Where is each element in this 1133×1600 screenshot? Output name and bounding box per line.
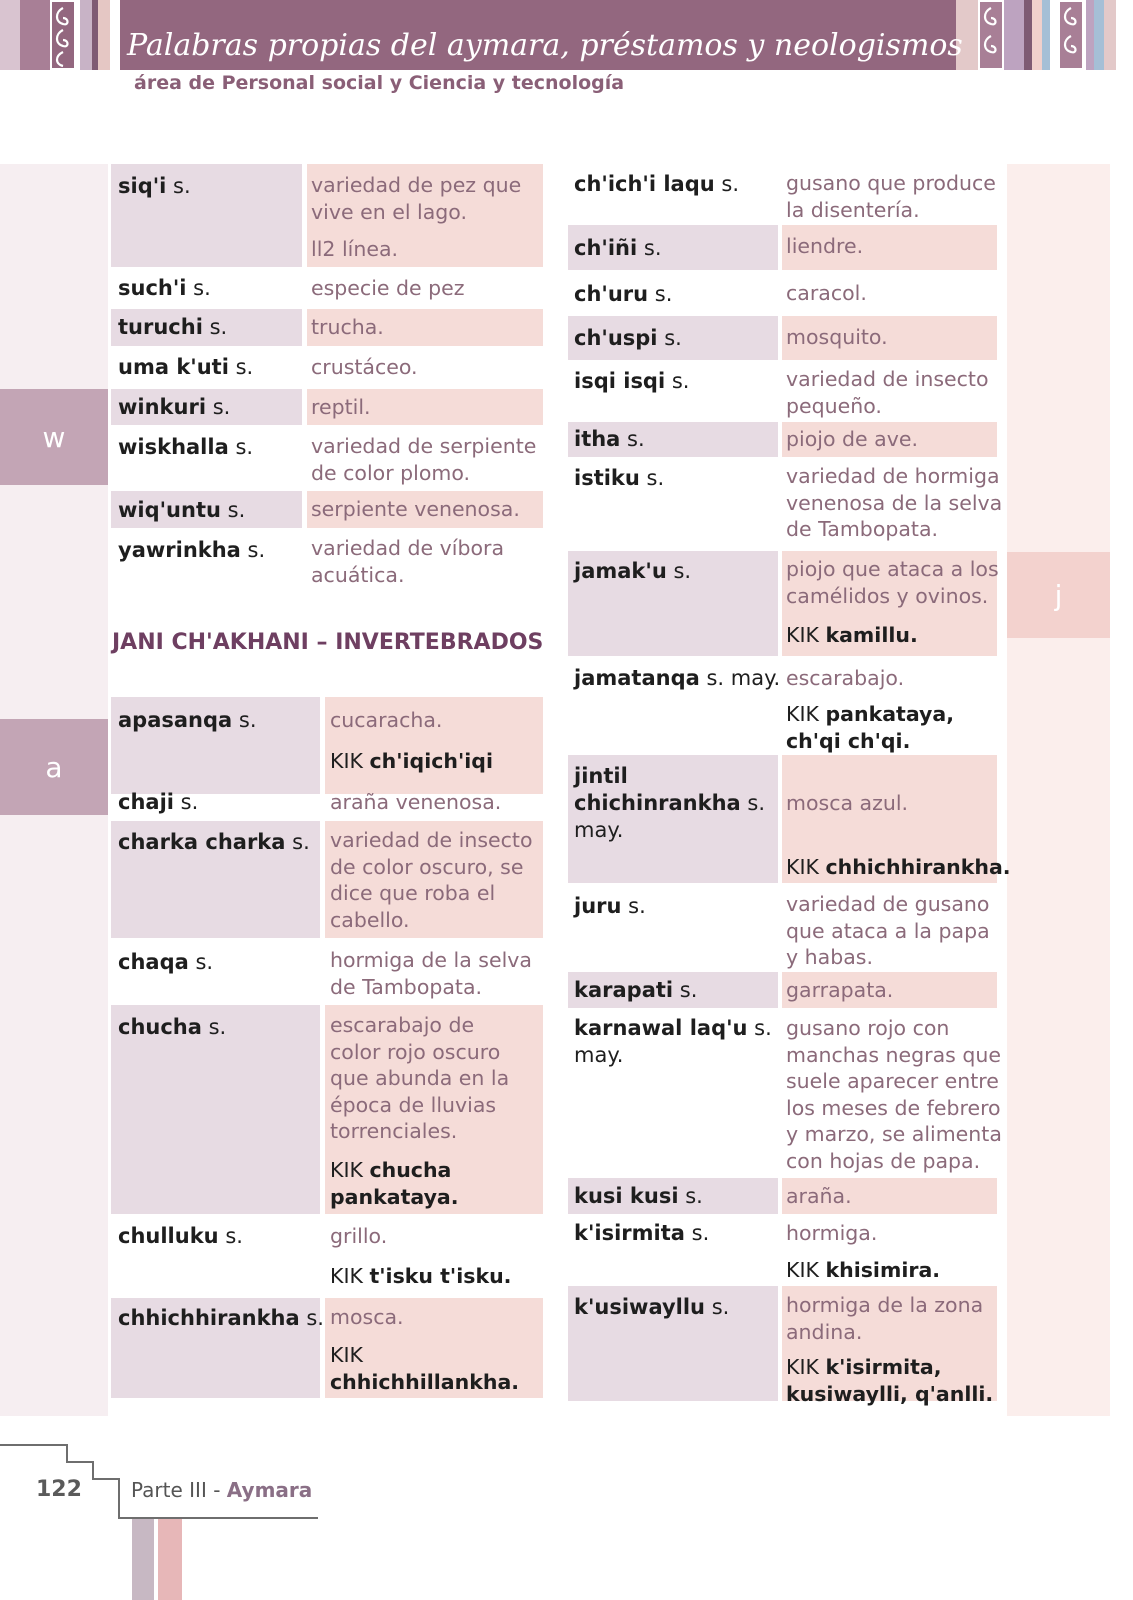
definition-line: escarabajo de: [330, 1013, 475, 1037]
part-of-speech: s.: [180, 790, 199, 814]
definition-line: reptil.: [311, 395, 371, 419]
term: chhichhirankha: [118, 1306, 300, 1330]
kik-label: KIK: [786, 1258, 819, 1282]
part-of-speech: s.: [193, 276, 211, 300]
definition-line: de Tambopata.: [330, 974, 483, 999]
table-row: [111, 821, 543, 938]
footer-rule: [0, 1444, 68, 1446]
footer-rule: [118, 1478, 120, 1518]
kik-variant: kusiwaylli, q'anlli.: [786, 1381, 994, 1406]
term: turuchi: [118, 315, 203, 339]
definition-line: hormiga de la zona: [786, 1293, 984, 1317]
term: itha: [574, 427, 621, 451]
definition-line: pequeño.: [786, 393, 882, 418]
definition-line: venenosa de la selva: [786, 490, 1003, 515]
definition-line: cabello.: [330, 907, 410, 932]
kik-variant: k'isirmita,: [825, 1355, 942, 1379]
term: uma k'uti: [118, 355, 229, 379]
table-row: [568, 551, 997, 656]
decor-stripe: [80, 0, 92, 70]
term: apasanqa: [118, 708, 233, 732]
definition-line: gusano rojo con: [786, 1016, 950, 1040]
definition-line: época de lluvias: [330, 1092, 497, 1117]
term: istiku: [574, 466, 640, 490]
definition-line: manchas negras que: [786, 1042, 1001, 1067]
definition-line: araña venenosa.: [330, 790, 502, 814]
letter-tab-a: a: [0, 719, 108, 815]
part-of-speech: s.: [721, 172, 740, 196]
definition-line: crustáceo.: [311, 355, 418, 379]
term: wiskhalla: [118, 435, 229, 459]
definition-line: grillo.: [330, 1224, 388, 1248]
table-row: [111, 429, 543, 489]
page-title: Palabras propias del aymara, préstamos y neologismos: [127, 28, 963, 63]
definition-line: mosquito.: [786, 325, 888, 349]
definition-line: caracol.: [786, 281, 867, 305]
decor-stripe: [98, 0, 110, 70]
kik-label: KIK: [786, 623, 819, 647]
table-row: [568, 886, 997, 969]
footer-language: Aymara: [226, 1478, 313, 1502]
section-heading: JANI CH'AKHANI – INVERTEBRADOS: [112, 630, 544, 655]
term: k'isirmita: [574, 1221, 685, 1245]
footer-bar: [158, 1519, 182, 1600]
page-subtitle: área de Personal social y Ciencia y tecnología: [134, 72, 625, 94]
part-of-speech: s.: [227, 498, 246, 522]
table-row: [111, 1298, 543, 1398]
definition-line: mosca azul.: [786, 791, 909, 815]
table-row: [568, 225, 997, 270]
kik-label: KIK: [786, 855, 819, 879]
definition-line: acuática.: [311, 562, 405, 587]
decor-stripe: [1024, 0, 1032, 70]
table-row: [568, 1217, 997, 1283]
table-row: [568, 1286, 997, 1406]
part-of-speech: s.: [628, 894, 646, 918]
table-row: [111, 941, 543, 1001]
part-of-speech: s.: [627, 427, 645, 451]
term: ch'uru: [574, 282, 649, 306]
part-of-speech: s.: [209, 315, 228, 339]
table-row: [568, 972, 997, 1008]
table-row: [568, 755, 1011, 883]
part-of-speech: may.: [574, 818, 624, 842]
table-row: [568, 363, 997, 419]
table-row: [111, 1217, 543, 1295]
term: ch'iñi: [574, 236, 638, 260]
table-row: [111, 532, 543, 592]
kik-variant: chucha: [369, 1158, 452, 1182]
part-of-speech: s.: [235, 435, 254, 459]
kik-label: KIK: [786, 1355, 819, 1379]
definition-line: serpiente venenosa.: [311, 497, 520, 521]
term: kusi kusi: [574, 1184, 679, 1208]
definition-line: que abunda en la: [330, 1066, 510, 1090]
kik-label: KIK: [330, 1343, 363, 1367]
decor-stripe: [1094, 0, 1104, 70]
definition-line: andina.: [786, 1319, 863, 1344]
part-of-speech: s.: [247, 538, 266, 562]
part-of-speech: s.: [646, 466, 665, 490]
definition-line: la disentería.: [786, 197, 920, 222]
term: such'i: [118, 276, 187, 300]
kik-variant: pankataya.: [330, 1184, 459, 1209]
kik-variant: pankataya,: [825, 702, 955, 726]
decor-stripe: [1104, 0, 1116, 70]
part-of-speech: s.: [643, 236, 662, 260]
definition-line: variedad de gusano: [786, 892, 990, 916]
table-row: [568, 1178, 997, 1214]
table-row: [568, 273, 997, 313]
kik-variant: khisimira.: [825, 1258, 941, 1282]
definition-line: variedad de insecto: [786, 367, 989, 391]
term: winkuri: [118, 395, 207, 419]
definition-line: dice que roba el: [330, 881, 496, 905]
term: charka charka: [118, 830, 286, 854]
term: chichinrankha: [574, 791, 741, 815]
footer-part-text: Parte III -: [131, 1478, 227, 1502]
term: chaqa: [118, 950, 189, 974]
definition-line: liendre.: [786, 234, 864, 258]
table-row: [568, 422, 997, 457]
footer-rule: [66, 1444, 68, 1462]
term: jamak'u: [574, 559, 667, 583]
decor-stripe: [1042, 0, 1050, 70]
table-row: [568, 316, 997, 360]
right-margin-band: [1007, 164, 1110, 1416]
definition-line: mosca.: [330, 1305, 404, 1329]
part-of-speech: s.: [306, 1306, 324, 1330]
part-of-speech: s.: [225, 1224, 243, 1248]
spiral-ornament-icon: [1060, 2, 1082, 68]
part-of-speech: s.: [691, 1221, 710, 1245]
part-of-speech: s.: [173, 174, 191, 198]
definition-line: variedad de serpiente: [311, 434, 537, 458]
part-of-speech: s.: [654, 282, 673, 306]
definition-line: vive en el lago.: [311, 199, 468, 224]
decor-stripe: [1004, 0, 1024, 70]
kik-label: KIK: [330, 749, 363, 773]
definition-line: suele aparecer entre: [786, 1069, 999, 1093]
term: yawrinkha: [118, 538, 241, 562]
definition-line: color rojo oscuro: [330, 1039, 501, 1064]
definition-line: escarabajo.: [786, 666, 905, 690]
definition-line: cucaracha.: [330, 708, 443, 732]
table-row: [568, 659, 997, 752]
spiral-ornament-icon: [980, 2, 1002, 68]
definition-line: gusano que produce: [786, 171, 996, 195]
definition-line: de color plomo.: [311, 460, 471, 485]
table-row: [111, 350, 543, 386]
part-of-speech: s.: [673, 559, 692, 583]
part-of-speech: s.: [747, 791, 766, 815]
term: wiq'untu: [118, 498, 221, 522]
table-row: [568, 1011, 1002, 1175]
definition-line: hormiga.: [786, 1221, 878, 1245]
term: k'usiwayllu: [574, 1295, 706, 1319]
definition-line: y marzo, se alimenta: [786, 1122, 1002, 1146]
footer-rule: [92, 1478, 118, 1480]
definition-line: especie de pez: [311, 276, 465, 300]
term: juru: [574, 894, 622, 918]
part-of-speech: may.: [574, 1043, 624, 1067]
table-row: [111, 697, 543, 794]
kik-variant: chhichhillankha.: [330, 1369, 520, 1394]
part-of-speech: s.: [664, 326, 682, 350]
term: chucha: [118, 1015, 202, 1039]
definition-line: variedad de insecto: [330, 828, 533, 852]
spiral-ornament-icon: [52, 2, 74, 68]
definition-line: ll2 línea.: [311, 237, 399, 261]
term: isqi isqi: [574, 369, 666, 393]
part-of-speech: s.: [238, 708, 257, 732]
footer-part-label: [131, 1478, 312, 1502]
definition-line: hormiga de la selva: [330, 948, 532, 972]
kik-label: KIK: [330, 1264, 363, 1288]
part-of-speech: s.: [212, 395, 231, 419]
kik-variant: t'isku t'isku.: [369, 1264, 512, 1288]
definition-line: araña.: [786, 1184, 852, 1208]
definition-line: los meses de febrero: [786, 1095, 1001, 1120]
part-of-speech: s. may.: [706, 666, 781, 690]
definition-line: con hojas de papa.: [786, 1148, 981, 1173]
table-row: [111, 1005, 543, 1214]
part-of-speech: s.: [235, 355, 254, 379]
page-number: 122: [36, 1477, 82, 1502]
definition-line: variedad de hormiga: [786, 464, 1000, 488]
term: chaji: [118, 790, 174, 814]
term: siq'i: [118, 174, 167, 198]
part-of-speech: s.: [685, 1184, 703, 1208]
kik-variant: kamillu.: [825, 623, 918, 647]
footer-rule: [66, 1461, 93, 1463]
term: ch'uspi: [574, 326, 658, 350]
part-of-speech: s.: [671, 369, 690, 393]
kik-label: KIK: [330, 1158, 363, 1182]
definition-line: trucha.: [311, 315, 384, 339]
kik-label: KIK: [786, 702, 819, 726]
definition-line: torrenciales.: [330, 1119, 458, 1143]
table-row: [568, 164, 997, 222]
definition-line: camélidos y ovinos.: [786, 583, 989, 608]
kik-variant: ch'iqich'iqi: [369, 749, 493, 773]
definition-line: de color oscuro, se: [330, 854, 524, 879]
term: karnawal laq'u: [574, 1016, 748, 1040]
term: karapati: [574, 978, 674, 1002]
decor-stripe: [1086, 0, 1094, 70]
definition-line: de Tambopata.: [786, 517, 939, 541]
term: chulluku: [118, 1224, 219, 1248]
table-row: [111, 309, 543, 346]
part-of-speech: s.: [754, 1016, 772, 1040]
kik-variant: chhichhirankha.: [825, 855, 1011, 879]
definition-line: garrapata.: [786, 978, 894, 1002]
part-of-speech: s.: [195, 950, 214, 974]
table-row: [111, 271, 543, 306]
decor-stripe: [20, 0, 50, 70]
footer-bar: [132, 1519, 154, 1600]
table-row: [111, 491, 543, 528]
part-of-speech: s.: [208, 1015, 227, 1039]
term: jamatanqa: [574, 666, 700, 690]
decor-stripe: [1032, 0, 1042, 70]
table-row: [111, 389, 543, 425]
definition-line: que ataca a la papa: [786, 918, 990, 943]
part-of-speech: s.: [679, 978, 698, 1002]
definition-line: variedad de pez que: [311, 173, 522, 197]
definition-line: y habas.: [786, 945, 873, 969]
letter-tab-j: j: [1007, 552, 1110, 638]
table-row: [111, 164, 543, 267]
term: jintil: [574, 764, 628, 788]
part-of-speech: s.: [292, 830, 310, 854]
decor-stripe: [0, 0, 20, 70]
definition-line: piojo que ataca a los: [786, 557, 999, 581]
definition-line: variedad de víbora: [311, 536, 505, 560]
part-of-speech: s.: [711, 1295, 730, 1319]
table-row: [568, 460, 1003, 548]
term: ch'ich'i laqu: [574, 172, 715, 196]
footer-rule: [92, 1461, 94, 1479]
table-row: [111, 785, 543, 819]
definition-line: piojo de ave.: [786, 427, 918, 451]
kik-variant: ch'qi ch'qi.: [786, 728, 911, 753]
letter-tab-w: w: [0, 389, 108, 485]
